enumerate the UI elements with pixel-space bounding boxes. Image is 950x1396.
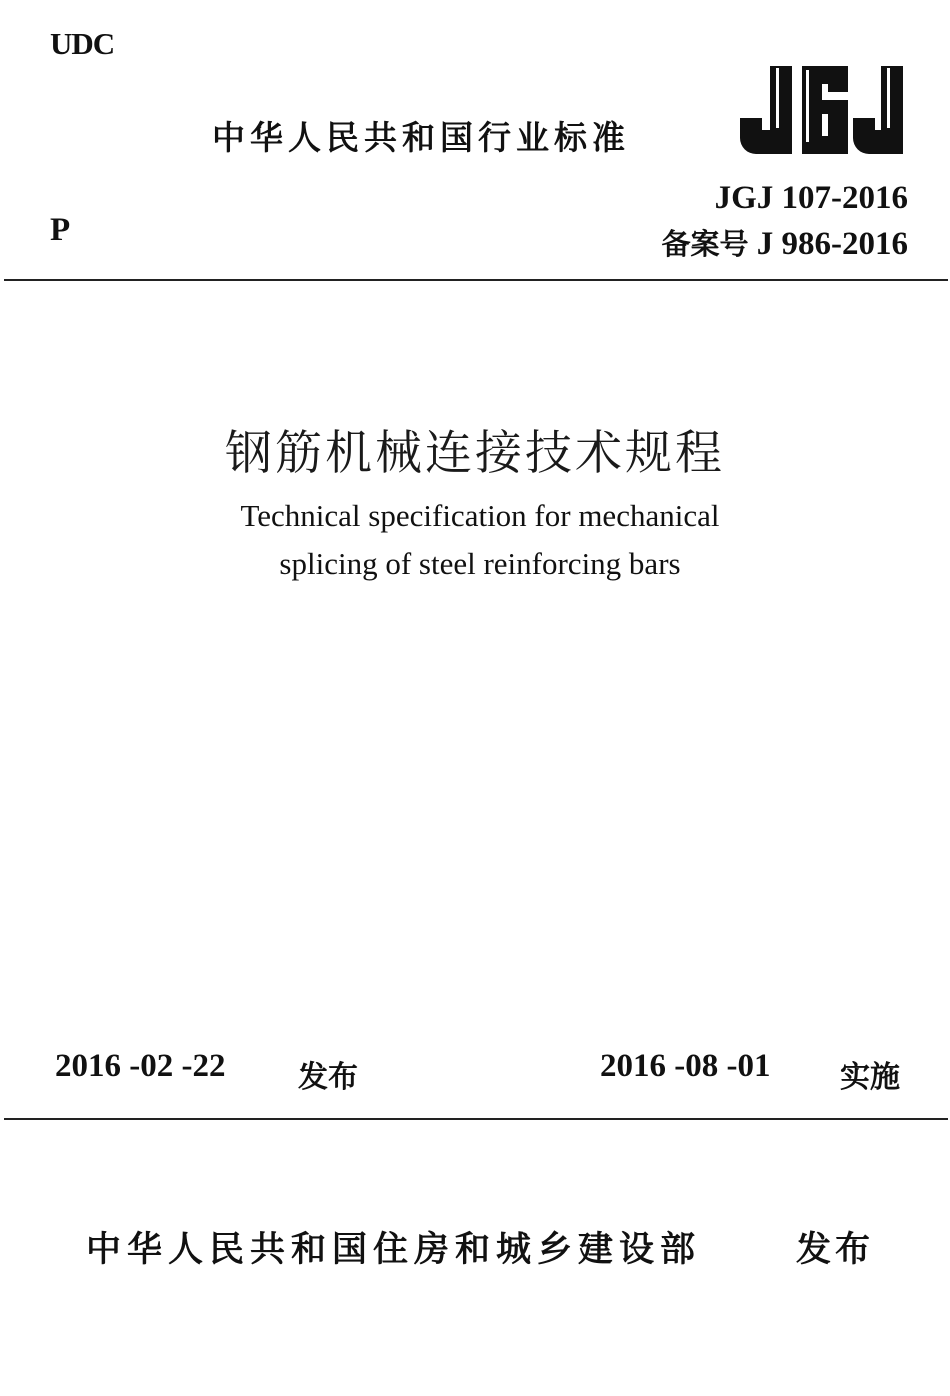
issue-label: 发布: [298, 1060, 358, 1095]
issue-date: 2016 -02 -22: [55, 1048, 226, 1084]
publisher-action: 发布: [796, 1230, 875, 1270]
chinese-title: 钢筋机械连接技术规程: [225, 426, 725, 481]
industry-standard-title: 中华人民共和国行业标准: [212, 118, 630, 157]
record-label: 备案号: [661, 227, 749, 261]
udc-label: UDC: [50, 26, 115, 61]
standard-number: JGJ 107-2016: [714, 180, 908, 216]
english-title-line-2: splicing of steel reinforcing bars: [279, 546, 681, 581]
jgj-logo: [736, 62, 911, 154]
implementation-date: 2016 -08 -01: [600, 1048, 771, 1084]
record-number-line: [661, 222, 908, 263]
top-divider: [4, 279, 948, 281]
english-title-line-1: Technical specification for mechanical: [240, 498, 720, 533]
implementation-label: 实施: [840, 1060, 900, 1095]
bottom-divider: [4, 1118, 948, 1120]
record-number: J 986-2016: [756, 226, 908, 262]
classification-code: P: [50, 212, 71, 248]
publisher-name: 中华人民共和国住房和城乡建设部: [86, 1230, 702, 1270]
